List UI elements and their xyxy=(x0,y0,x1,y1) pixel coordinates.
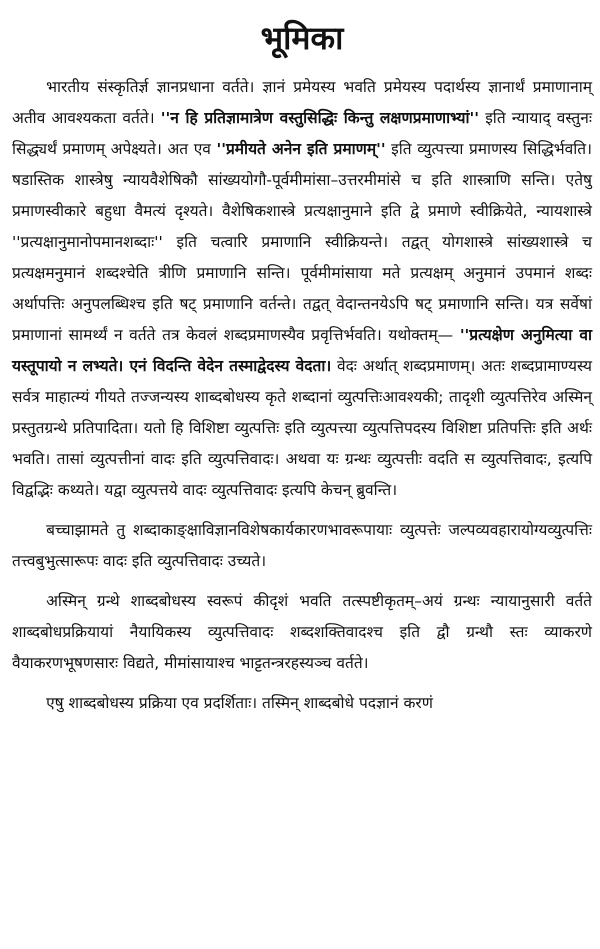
paragraph-4-text: एषु शाब्दबोधस्य प्रक्रिया एव प्रदर्शिताः। तस्मिन् शाब्दबोधे पदज्ञानं करणं xyxy=(46,694,433,712)
paragraph-1-text-2: इति न्यायाद् वस्तुनः सिद्ध्यर्थं प्रमाणम् अपेक्ष्यते। अत एव xyxy=(12,109,592,158)
paragraph-3 xyxy=(12,586,592,679)
paragraph-2-text: बच्चाझामते तु शब्दाकाङ्क्षाविज्ञानविशेषकार्यकारणभावरूपायाः व्युत्पत्तेः जल्पव्यवहारायोग्यव्युत्पत्तिः तत्त्वबुभुत्सारूपः वादः इति व्युत्पत्तिवादः उच्यते। xyxy=(12,521,592,570)
paragraph-3-text: अस्मिन् ग्रन्थे शाब्दबोधस्य स्वरूपं कीदृशं भवति तत्स्पष्टीकृतम्–अयं ग्रन्थः न्यायानुसारी वर्तते शाब्दबोधप्रक्रियायां नैयायिकस्य व्युत्पत्तिवादः शब्दशक्तिवादश्च इति द्वौ ग्रन्थौ स्तः व्याकरणे वैयाकरणभूषणसारः विद्यते, मीमांसायाश्च भाट्टतन्त्ररहस्यञ्च वर्तते। xyxy=(12,592,592,672)
paragraph-1-quote-1: ''न हि प्रतिज्ञामात्रेण वस्तुसिद्धिः किन्तु लक्षणप्रमाणाभ्यां'' xyxy=(160,109,480,127)
paragraph-1-text-1: भारतीय संस्कृतिर्ज्ञ ज्ञानप्रधाना वर्तते। ज्ञानं प्रमेयस्य भवति प्रमेयस्य पदार्थस्य ज्ञानार्थं प्रमाणानाम् अतीव आवश्यकता वर्तते। xyxy=(12,78,592,127)
page-title: भूमिका xyxy=(260,19,344,57)
paragraph-2 xyxy=(12,515,592,577)
paragraph-1-quote-2: ''प्रमीयते अनेन इति प्रमाणम्'' xyxy=(216,140,386,158)
paragraph-1 xyxy=(12,72,592,506)
paragraph-1-text-3: इति व्युत्पत्त्या प्रमाणस्य सिद्धिर्भवति। षडास्तिक शास्त्रेषु न्यायवैशेषिकौ सांख्ययोगौ-पूर्वमीमांसा–उत्तरमीमांसे च इति शास्त्राणि सन्ति। एतेषु प्रमाणस्वीकारे बहुधा वैमत्यं दृश्यते। वैशेषिकशास्त्रे प्रत्यक्षानुमाने इति द्वे प्रमाणे स्वीक्रियेते, न्यायशास्त्रे ''प्रत्यक्षानुमानोपमानशब्दाः'' इति चत्वारि प्रमाणानि स्वीक्रियन्ते। तद्वत् योगशास्त्रे सांख्यशास्त्रे च प्रत्यक्षमनुमानं शब्दश्चेति त्रीणि प्रमाणानि सन्ति। पूर्वमीमांसाया मते प्रत्यक्षम् अनुमानं उपमानं शब्दः अर्थापत्तिः अनुपलब्धिश्च इति षट् प्रमाणानि वर्तन्ते। तद्वत् वेदान्तनयेऽपि षट् प्रमाणानि सन्ति। यत्र सर्वेषां प्रमाणानां सामर्थ्यं न वर्तते तत्र केवलं शब्दप्रमाणस्यैव प्रवृत्तिर्भवति। यथोक्तम्— xyxy=(12,140,592,344)
paragraph-1-text-4: वेदः अर्थात् शब्दप्रमाणम्। अतः शब्दप्रामाण्यस्य सर्वत्र माहात्म्यं गीयते तज्जन्यस्य शाब्दबोधस्य कृते शब्दानां व्युत्पत्तिःआवश्यकी; तादृशी व्युत्पत्तिरेव अस्मिन् प्रस्तुतग्रन्थे प्रतिपादिता। यतो हि विशिष्टा व्युत्पत्तिः इति व्युत्पत्त्या व्युत्पत्तिपदस्य विशिष्टा प्रतिपत्तिः इति अर्थः भवति। तासां व्युत्पत्तीनां वादः इति व्युत्पत्तिवादः। अथवा यः ग्रन्थः व्युत्पत्तीः वदति स व्युत्पत्तिवादः, इत्यपि विद्वद्भिः कथ्यते। यद्वा व्युत्पत्तये वादः व्युत्पत्तिवादः इत्यपि केचन् ब्रुवन्ति। xyxy=(12,357,592,499)
paragraph-4 xyxy=(12,688,592,719)
paragraph-1-quote-3: ''प्रत्यक्षेण अनुमित्या वा यस्तूपायो न लभ्यते। एनं विदन्ति वेदेन तस्माद्वेदस्य वेदता। xyxy=(12,326,592,375)
